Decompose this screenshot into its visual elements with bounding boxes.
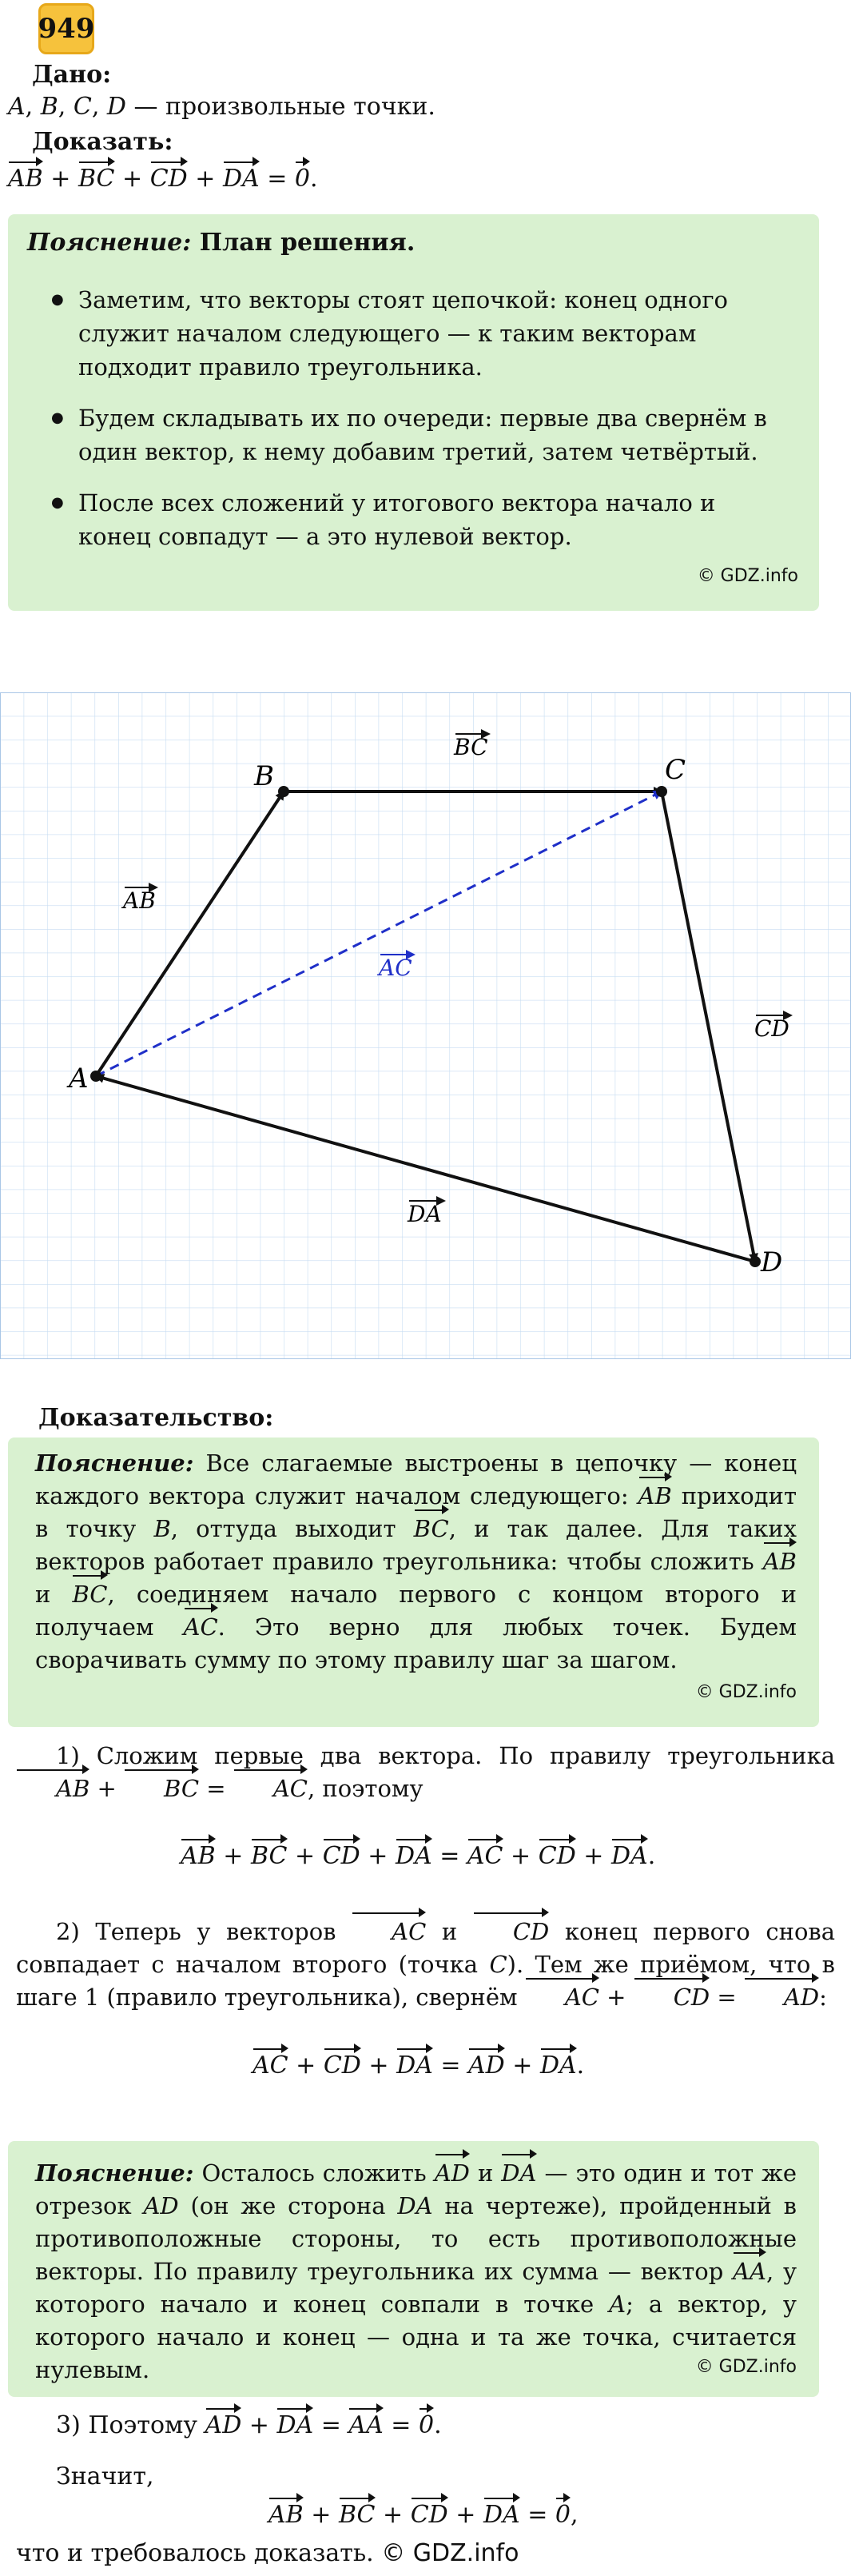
prove-formula: AB + BC + CD + DA = 0. [8,165,318,193]
step-3-text: 3) Поэтому AD + DA = AA = 0. [56,2411,442,2439]
plan-box [8,214,819,611]
svg-text:DA: DA [408,1201,442,1227]
given-label: Дано: [32,61,112,89]
label-d: D [761,1246,783,1278]
point-a [90,1071,101,1082]
svg-text:AB: AB [123,887,156,914]
svg-text:AC: AC [379,955,412,981]
final-formula: AB + BC + CD + DA = 0, [268,2501,579,2529]
plan-bullet: ● После всех сложений у итогового вектора начало и конец совпадут — а это нулевой вектор. [46,486,795,553]
plan-bullet: ● Будем складывать их по очереди: первые два свернём в один вектор, к нему добавим третий, затем четвёртый. [46,401,795,469]
plan-bullets [46,283,795,571]
step-1-formula: AB + BC + CD + DA = AC + CD + DA. [181,1842,656,1870]
step-2-formula: AC + CD + DA = AD + DA. [253,2052,585,2080]
label-a: A [69,1063,89,1095]
proof-label: Доказательство: [38,1404,274,1432]
label-vec-ab [121,887,157,914]
step-1-text: 1) Сложим первые два вектора. По правилу треугольника AB + BC = AC, поэтому [16,1740,835,1805]
given-text: A, B, C, D — произвольные точки. [8,93,435,121]
explanation-2-copyright: © GDZ.info [695,2357,797,2377]
svg-text:CD: CD [754,1015,789,1042]
explanation-1-copyright: © GDZ.info [695,1682,797,1702]
closing-text: что и требовалось доказать. © GDZ.info [16,2539,519,2567]
explanation-1-text: Пояснение: Все слагаемые выстроены в цепочку — конец каждого вектора служит началом следующего: AB приходит в точку B, оттуда выходит BC, и так далее. Для таких векторов работает правило треугольника: чтобы сложить AB и BC, соединяем начало первого с концом второго и получаем AC. Это верно для любых точек. Будем сворачивать сумму по этому правилу шаг за шагом. [35,1449,797,1673]
explanation-box-1 [8,1438,819,1727]
plan-copyright: © GDZ.info [697,566,798,586]
task-number-badge: 949 [38,3,94,54]
thus-text: Значит, [56,2462,154,2490]
point-c [656,786,667,797]
label-b: B [254,760,274,792]
label-vec-bc [453,734,489,760]
explanation-box-2 [8,2141,819,2397]
step-2-text: 2) Теперь у векторов AC и CD конец первого снова совпадает с началом второго (точка C). Тем же приёмом, что в шаге 1 (правило треугольника), свернём AC + CD = AD: [16,1916,835,2014]
label-vec-ac [376,955,414,981]
label-vec-cd [754,1015,791,1042]
plan-heading: Пояснение: План решения. [27,229,416,257]
prove-label: Доказать: [32,128,173,156]
label-c: C [665,754,686,786]
point-b [278,786,289,797]
point-d [750,1256,761,1267]
label-vec-da [407,1201,444,1227]
plan-bullet: ● Заметим, что векторы стоят цепочкой: конец одного служит началом следующего — к таким векторам подходит правило треугольника. [46,283,795,384]
explanation-2-text: Пояснение: Осталось сложить AD и DA — это один и тот же отрезок AD (он же сторона DA на чертеже), пройденный в противоположные стороны, то есть противоположные векторы. По правилу треугольника их сумма — вектор AA, у которого начало и конец совпали в точке A; а вектор, у которого начало и конец — одна и та же точка, считается нулевым. [35,2157,797,2387]
vector-figure [0,692,851,1359]
svg-text:BC: BC [454,734,488,760]
